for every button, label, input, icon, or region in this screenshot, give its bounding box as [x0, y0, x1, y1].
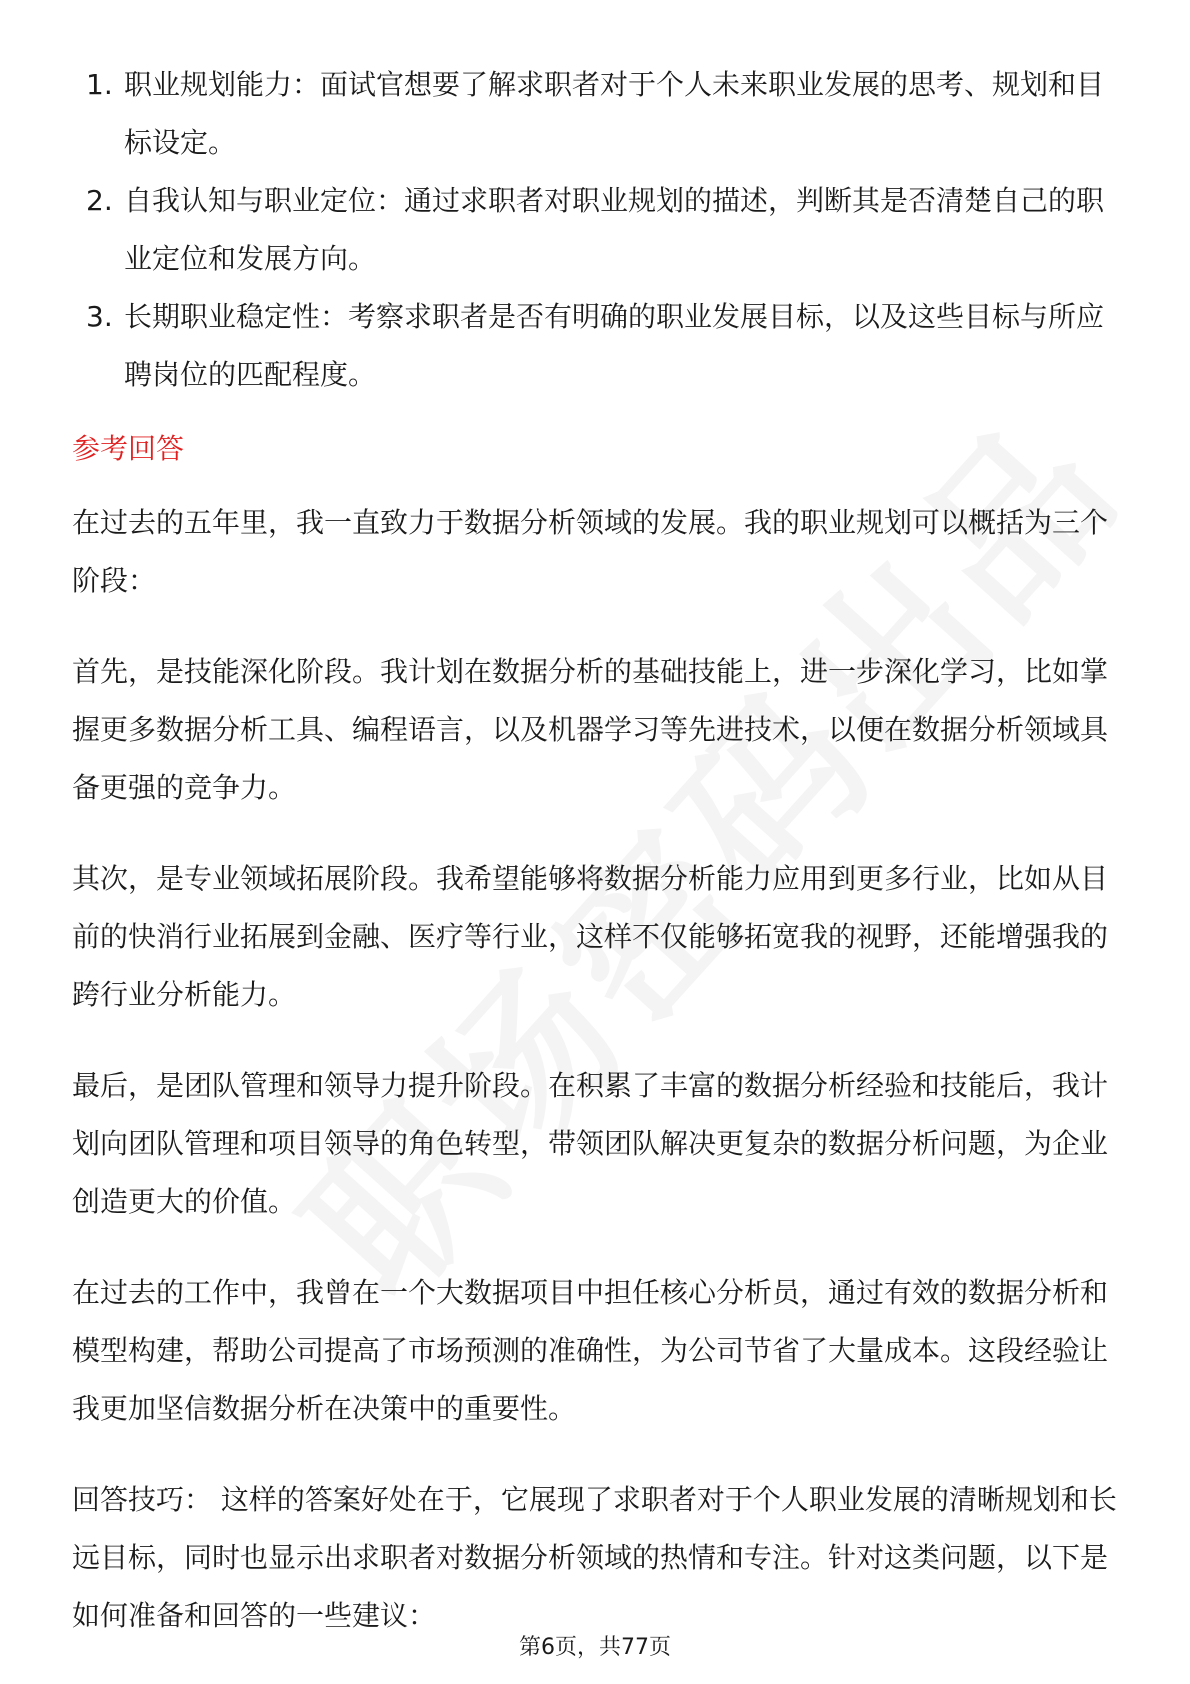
list-item-text: 长期职业稳定性：考察求职者是否有明确的职业发展目标，以及这些目标与所应聘岗位的匹配程度。: [124, 300, 1105, 391]
answer-paragraph: 最后，是团队管理和领导力提升阶段。在积累了丰富的数据分析经验和技能后，我计划向团队管理和项目领导的角色转型，带领团队解决更复杂的数据分析问题，为企业创造更大的价值。: [72, 1069, 1109, 1218]
list-item: [72, 56, 1122, 172]
answer-paragraph: 在过去的五年里，我一直致力于数据分析领域的发展。我的职业规划可以概括为三个阶段：: [72, 506, 1109, 597]
list-number: 1.: [86, 68, 113, 101]
section-title: 参考回答: [72, 432, 185, 465]
list-number: 3.: [86, 300, 113, 333]
answer-paragraph: 在过去的工作中，我曾在一个大数据项目中担任核心分析员，通过有效的数据分析和模型构建，帮助公司提高了市场预测的准确性，为公司节省了大量成本。这段经验让我更加坚信数据分析在决策中的重要性。: [72, 1276, 1109, 1425]
evaluation-criteria-list: [72, 56, 1122, 404]
answer-paragraph: 首先，是技能深化阶段。我计划在数据分析的基础技能上，进一步深化学习，比如掌握更多数据分析工具、编程语言，以及机器学习等先进技术，以便在数据分析领域具备更强的竞争力。: [72, 655, 1109, 804]
answer-tips-paragraph: 回答技巧： 这样的答案好处在于，它展现了求职者对于个人职业发展的清晰规划和长远目标，同时也显示出求职者对数据分析领域的热情和专注。针对这类问题，以下是如何准备和回答的一些建议：: [72, 1483, 1117, 1632]
page-content: [72, 56, 1122, 1678]
page-number: 第6页，共77页: [519, 1635, 671, 1660]
list-item: [72, 288, 1122, 404]
answer-paragraph: 其次，是专业领域拓展阶段。我希望能够将数据分析能力应用到更多行业，比如从目前的快消行业拓展到金融、医疗等行业，这样不仅能够拓宽我的视野，还能增强我的跨行业分析能力。: [72, 862, 1109, 1011]
list-item-text: 职业规划能力：面试官想要了解求职者对于个人未来职业发展的思考、规划和目标设定。: [124, 68, 1105, 159]
list-number: 2.: [86, 184, 113, 217]
list-item: [72, 172, 1122, 288]
list-item-text: 自我认知与职业定位：通过求职者对职业规划的描述，判断其是否清楚自己的职业定位和发展方向。: [124, 184, 1105, 275]
